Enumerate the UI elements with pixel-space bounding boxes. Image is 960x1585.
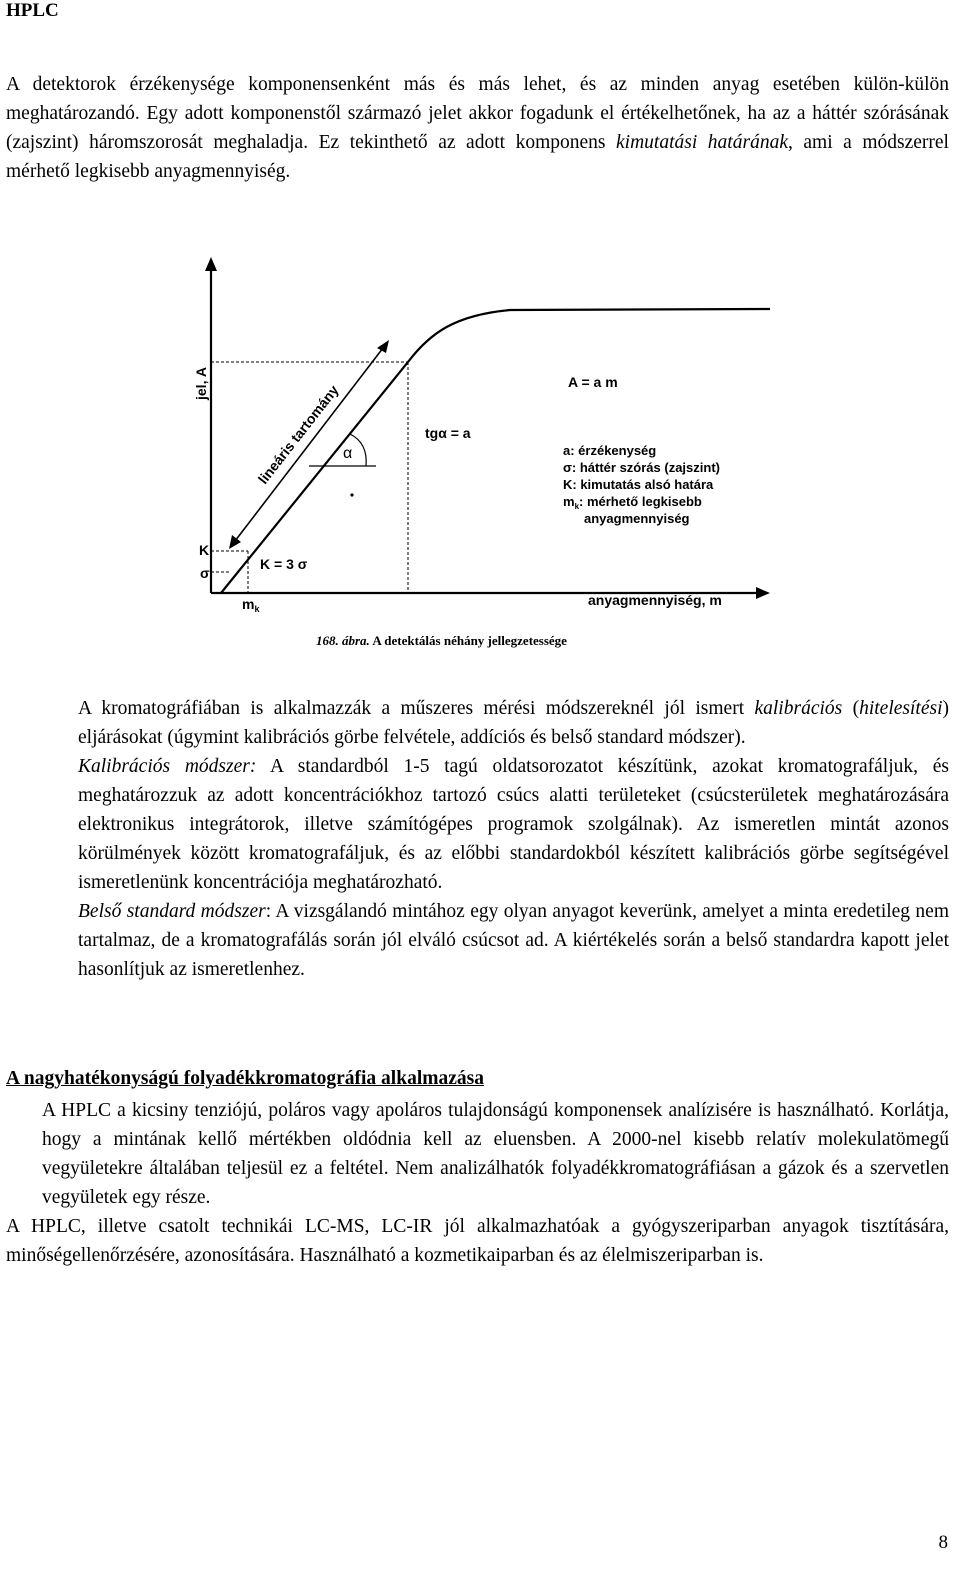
y-axis-label: jel, A (193, 367, 209, 400)
figure-caption-text: A detektálás néhány jellegzetessége (369, 633, 567, 648)
linear-range-label: lineáris tartomány (254, 381, 342, 487)
figure-caption (316, 633, 567, 649)
sigma-axis-label: σ (200, 565, 210, 581)
detection-diagram (180, 245, 790, 670)
calibration-p1-em-2: hitelesítési (859, 698, 943, 719)
legend-line-4-rest: : mérhető legkisebb (579, 494, 702, 509)
tangent-dot (350, 493, 353, 496)
mk-sub: k (254, 604, 260, 614)
calibration-paragraph-2 (6, 752, 949, 897)
alpha-arc (350, 434, 366, 466)
linear-range-arrowhead-top (377, 340, 389, 353)
legend-m-sub: k (574, 502, 580, 511)
hplc-paragraph-1: A HPLC a kicsiny tenziójú, poláros vagy apoláros tulajdonságú komponensek analízisére is használható. Korlátja, hogy a mintának kellő mértékben oldódnia kell az eluensben. A 2000-nel kisebb relatív molekulatömegű vegyületekre általában teljesül ez a feltétel. Nem analizálhatók folyadékkromatográfiásan a gázok és a szervetlen vegyületek egy része. (42, 1100, 949, 1208)
K-equation-label: K = 3 σ (260, 556, 308, 572)
calibration-p1-text-c: ) eljárásokat (úgymint kalibrációs görbe felvétele, addíciós és belső standard módszer). (78, 698, 949, 748)
legend-line-5: anyagmennyiség (584, 511, 690, 526)
x-axis-label: anyagmennyiség, m (588, 592, 722, 608)
calibration-section (6, 694, 949, 984)
legend-line-2: σ: háttér szórás (zajszint) (563, 460, 720, 475)
mk-axis-label (242, 596, 260, 614)
intro-paragraph (6, 70, 949, 186)
x-axis-arrow (756, 587, 770, 599)
legend-line-4 (563, 494, 702, 511)
y-axis-arrow (205, 257, 217, 271)
tg-label: tgα = a (425, 425, 471, 441)
legend (563, 443, 720, 526)
calibration-p3-em: Belső standard módszer (78, 901, 266, 922)
linear-range-arrowhead-bottom (229, 535, 241, 549)
intro-text-1: A detektorok érzékenysége komponensenként más és más lehet, és az minden anyag esetében külön-külön meghatározandó. Egy adott komponenstől származó jelet akkor fogadunk el értékelhetőnek, ha az a háttér szórásának (zajszint) háromszorosát meghaladja. Ez tekinthető az adott komponens (6, 74, 949, 153)
legend-m: m (563, 494, 575, 509)
calibration-p1-em-1: kalibrációs (754, 698, 843, 719)
mk-m: m (242, 596, 255, 612)
intro-emphasis: kimutatási határának (616, 132, 788, 153)
helper-lines (211, 362, 408, 593)
hplc-section (6, 1096, 949, 1270)
calibration-paragraph-3 (6, 897, 949, 984)
hplc-paragraph-2: A HPLC, illetve csatolt technikái LC-MS, LC-IR jól alkalmazhatóak a gyógyszeriparban anyagok tisztítására, minőségellenőrzésére, azonosítására. Használható a kozmetikaiparban és az élelmiszeriparban is. (6, 1216, 949, 1266)
calibration-p2-text: A standardból 1-5 tagú oldatsorozatot készítünk, azokat kromatografáljuk, és meghatározzuk az adott koncentrációkhoz tartozó csúcs alatti területeket (csúcsterületek meghatározására elektronikus integrátorok, illetve számítógépes programok szolgálnak). Az ismeretlen mintát azonos körülmények között kromatografáljuk, és az előbbi standardokból készített kalibrációs görbe segítségével ismeretlenünk koncentrációja meghatározható. (78, 756, 950, 893)
calibration-p3-text: : A vizsgálandó mintához egy olyan anyagot keverünk, amelyet a minta eredetileg nem tartalmaz, de a kromatografálás során jól elváló csúcsot ad. A kiértékelés során a belső standardra kapott jelet hasonlítjuk az ismeretlenhez. (78, 901, 949, 980)
calibration-paragraph-1 (6, 694, 949, 752)
linear-range-arrow (235, 348, 383, 541)
legend-line-1: a: érzékenység (563, 443, 657, 458)
page-number: 8 (938, 1532, 948, 1553)
K-axis-label: K (199, 542, 210, 558)
alpha-label: α (343, 445, 353, 462)
calibration-p2-em: Kalibrációs módszer: (78, 756, 257, 777)
figure-caption-number: 168. ábra. (316, 633, 370, 648)
intro-text-2: , ami a módszerrel mérhető legkisebb anyagmennyiség. (6, 132, 949, 182)
legend-line-3: K: kimutatás alsó határa (563, 477, 714, 492)
calibration-p1-text-a: A kromatográfiában is alkalmazzák a műszeres mérési módszereknél jól ismert (78, 698, 755, 719)
section-heading: A nagyhatékonyságú folyadékkromatográfia alkalmazása (6, 1068, 484, 1089)
page-header-title: HPLC (6, 0, 59, 21)
calibration-p1-text-b: ( (842, 698, 860, 719)
equation-label: A = a m (568, 374, 618, 390)
